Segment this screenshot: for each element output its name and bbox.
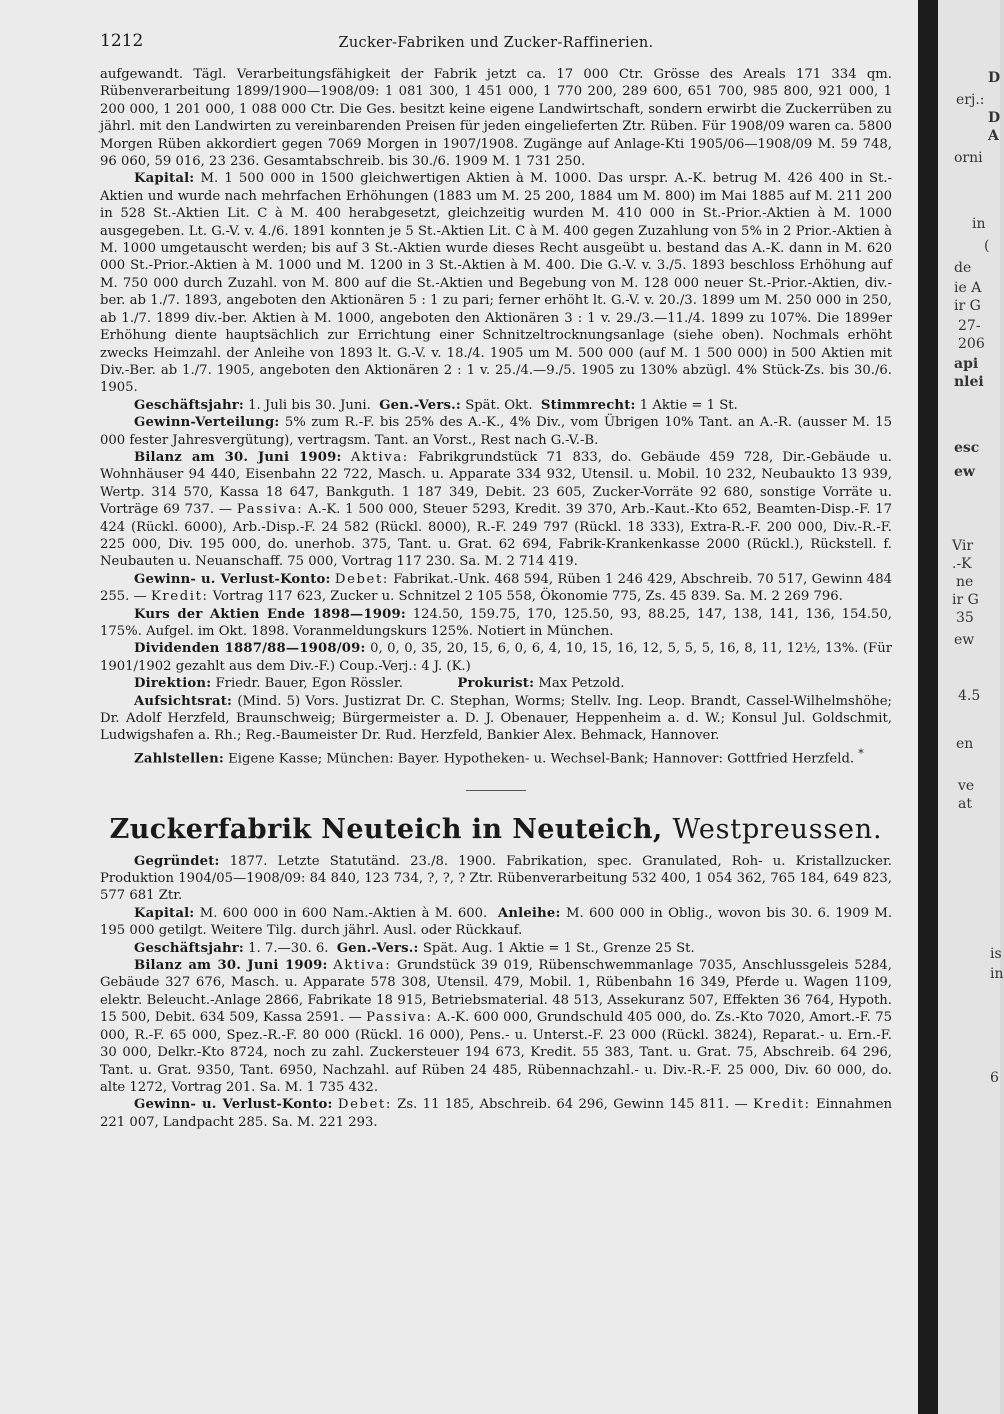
- entry1-guv: Gewinn- u. Verlust-Konto: Debet: Fabrikat.-Unk. 468 594, Rüben 1 246 429, Abschreib. 70 517, Gewinn 484 255. — Kredit: Vortrag 117 623, Zucker u. Schnitzel 2 105 558, Ökonomie 775, Zs. 45 839. Sa. M. 2 269 796.: [100, 571, 892, 605]
- label-aktiva: Aktiva:: [350, 449, 409, 465]
- edge-fragment: Vir: [952, 538, 974, 554]
- edge-fragment: ne: [956, 574, 974, 590]
- edge-fragment: 27-: [958, 318, 981, 334]
- label-gewinn-verteilung: Gewinn-Verteilung:: [134, 415, 280, 431]
- label-kredit: Kredit:: [150, 589, 209, 605]
- edge-fragment: en: [956, 736, 974, 752]
- label-passiva-2: Passiva:: [366, 1010, 433, 1026]
- entry1-gewinn-verteilung: Gewinn-Verteilung: 5% zum R.-F. bis 25% des A.-K., 4% Div., vom Übrigen 10% Tant. an A.-R. (ausser M. 15 000 fester Jahresvergütung), vertragsm. Tant. an Vorst., Rest nach G.-V.-B.: [100, 415, 892, 448]
- entry1-intro: aufgewandt. Tägl. Verarbeitungsfähigkeit der Fabrik jetzt ca. 17 000 Ctr. Grösse des Areals 171 334 qm. Rübenverarbeitung 1899/1900—1908/09: 1 081 300, 1 451 000, 1 770 200, 289 600, 651 700, 985 800, 921 000, 1 200 000, 1 201 000, 1 088 000 Ctr. Die Ges. besitzt keine eigene Landwirtschaft, sondern erwirbt die Zuckerrüben zu jährl. mit den Landwirten zu vereinbarenden Preisen für jeden eingelieferten Ztr. Rüben. Für 1908/09 waren ca. 5800 Morgen Rüben akkordiert gegen 7069 Morgen in 1907/1908. Zugänge auf Anlage-Kti 1905/06—1908/09 M. 59 748, 96 060, 59 016, 23 236. Gesamtabschreib. bis 30./6. 1909 M. 1 731 250.: [100, 67, 892, 170]
- company-title: Zuckerfabrik Neuteich in Neuteich, Westpreussen.: [109, 813, 883, 845]
- label-kredit-2: Kredit:: [753, 1097, 811, 1113]
- binding-gutter: [918, 0, 938, 1414]
- edge-fragment: 35: [956, 610, 974, 626]
- edge-fragment: ew: [954, 464, 975, 480]
- edge-fragment: in: [990, 966, 1004, 982]
- label-bilanz-2: Bilanz am 30. Juni 1909:: [134, 958, 328, 974]
- edge-fragment: de: [954, 260, 972, 276]
- label-stimmrecht: Stimmrecht:: [540, 397, 636, 413]
- edge-fragment: D: [988, 110, 1001, 126]
- edge-fragment: (: [984, 238, 990, 254]
- label-gegruendet: Gegründet:: [134, 853, 220, 869]
- label-guv-2: Gewinn- u. Verlust-Konto:: [134, 1097, 333, 1113]
- edge-fragment: ie A: [954, 280, 982, 296]
- label-dividenden: Dividenden 1887/88—1908/09:: [134, 641, 366, 657]
- label-anleihe: Anleihe:: [497, 905, 561, 921]
- footnote-star: *: [858, 746, 864, 760]
- edge-fragment: erj.:: [956, 92, 985, 108]
- entry1-zahlstellen: Zahlstellen: Eigene Kasse; München: Bayer. Hypotheken- u. Wechsel-Bank; Hannover: Gottfried Herzfeld. *: [134, 746, 864, 767]
- label-bilanz: Bilanz am 30. Juni 1909:: [134, 449, 342, 465]
- page-number: 1212: [100, 31, 144, 51]
- label-direktion: Direktion:: [134, 676, 212, 692]
- label-prokurist: Prokurist:: [457, 676, 535, 692]
- edge-fragment: 206: [958, 336, 985, 352]
- entry1-bilanz: Bilanz am 30. Juni 1909: Aktiva: Fabrikgrundstück 71 833, do. Gebäude 459 728, Dir.-Gebäude u. Wohnhäuser 94 440, Eisenbahn 22 722, Masch. u. Apparate 334 932, Utensil. u. Mobil. 10 232, Neubaukto 13 939, Wertp. 314 570, Kassa 18 647, Bankguth. 1 187 349, Debit. 23 605, Zucker-Vorräte 92 680, sonstige Vorräte u. Vorträge 69 737. — Passiva: A.-K. 1 500 000, Steuer 5293, Kredit. 39 370, Arb.-Kaut.-Kto 652, Beamten-Disp.-F. 17 424 (Rückl. 6000), Arb.-Disp.-F. 24 582 (Rückl. 8000), R.-F. 249 797 (Rückl. 18 333), Extra-R.-F. 200 000, Div.-R.-F. 225 000, Div. 195 000, do. unerhob. 375, Tant. u. Grat. 62 694, Fabrik-Krankenkasse 2000 (Rückl.), Rückstell. f. Neubauten u. Neuanschaff. 75 000, Vortrag 117 230. Sa. M. 2 714 419.: [100, 449, 892, 570]
- next-page-edge: [938, 0, 1004, 1414]
- edge-fragment: ew: [954, 632, 975, 648]
- entry1-dividenden: Dividenden 1887/88—1908/09: 0, 0, 0, 35, 20, 15, 6, 0, 6, 4, 10, 15, 16, 12, 5, 5, 5, 16, 8, 11, 12½, 13%. (Für 1901/1902 gezahlt aus dem Div.-F.) Coup.-Verj.: 4 J. (K.): [100, 641, 892, 674]
- page-content: [100, 0, 892, 1131]
- edge-fragment: esc: [954, 440, 980, 456]
- edge-fragment: D: [988, 70, 1001, 86]
- entry1-kapital: Kapital: M. 1 500 000 in 1500 gleichwertigen Aktien à M. 1000. Das urspr. A.-K. betrug M. 426 400 in St.-Aktien und wurde nach mehrfachen Erhöhungen (1883 um M. 25 200, 1884 um M. 800) im Mai 1885 auf M. 211 200 in 528 St.-Aktien Lit. C à M. 400 herabgesetzt, gleichzeitig wurden M. 410 000 in St.-Prior.-Aktien à M. 1000 ausgegeben. Lt. G.-V. v. 4./6. 1891 konnten je 5 St.-Aktien Lit. C à M. 400 gegen Zuzahlung von 5% in 2 Prior.-Aktien à M. 1000 umgetauscht werden; bis auf 3 St.-Aktien wurde dieses Recht ausgeübt u. bestand das A.-K. dann in M. 620 000 St.-Prior.-Aktien à M. 1000 und M. 1200 in 3 St.-Aktien à M. 400. Die G.-V. v. 3./5. 1893 beschloss Erhöhung auf M. 750 000 durch Zuzahl. von M. 800 auf die St.-Aktien und Begebung von M. 128 000 neuer St.-Prior.-Aktien, div.-ber. ab 1./7. 1893, angeboten den Aktionären 5 : 1 zu pari; ferner erhöht lt. G.-V. v. 20./3. 1899 um M. 250 000 in 250, ab 1./7. 1899 div.-ber. Aktien à M. 1000, angeboten den Aktionären 3 : 1 v. 29./3.—11./4. 1899 zu 107%. Die 1899er Erhöhung diente hauptsächlich zur Errichtung einer Schnitzeltrocknungsanlage (siehe oben). Nochmals erhöht zwecks Heimzahl. der Anleihe von 1893 lt. G.-V. v. 18./4. 1905 um M. 500 000 (auf M. 1 500 000) in 500 Aktien mit Div.-Ber. ab 1./7. 1905, angeboten den Aktionären 2 : 1 v. 25./4.—9./5. 1905 zu 130% abzügl. 4% Stück-Zs. bis 30./6. 1905.: [100, 171, 892, 396]
- edge-fragment: at: [958, 796, 972, 812]
- edge-fragment: api: [954, 356, 979, 372]
- running-title: Zucker-Fabriken und Zucker-Raffinerien.: [338, 35, 654, 51]
- edge-fragment: ir G: [952, 592, 979, 608]
- label-gen-vers: Gen.-Vers.:: [379, 397, 461, 413]
- label-debet: Debet:: [334, 571, 389, 587]
- label-kapital-2: Kapital:: [134, 905, 195, 921]
- label-aktiva-2: Aktiva:: [333, 958, 392, 974]
- entry2-guv: Gewinn- u. Verlust-Konto: Debet: Zs. 11 185, Abschreib. 64 296, Gewinn 145 811. — Kredit: Einnahmen 221 007, Landpacht 285. Sa. M. 221 293.: [100, 1097, 892, 1130]
- label-guv: Gewinn- u. Verlust-Konto:: [134, 571, 331, 587]
- edge-fragment: is: [990, 946, 1002, 962]
- label-aufsichtsrat: Aufsichtsrat:: [134, 693, 233, 709]
- edge-fragment: in: [972, 216, 986, 232]
- edge-fragment: 4.5: [958, 688, 981, 704]
- entry1-geschaeftsjahr: Geschäftsjahr: 1. Juli bis 30. Juni. Gen.-Vers.: Spät. Okt. Stimmrecht: 1 Aktie = 1 St.: [134, 397, 738, 413]
- entry2-geschaeftsjahr: Geschäftsjahr: 1. 7.—30. 6. Gen.-Vers.: Spät. Aug. 1 Aktie = 1 St., Grenze 25 St.: [134, 940, 695, 956]
- edge-fragment: orni: [954, 150, 983, 166]
- label-debet-2: Debet:: [337, 1097, 392, 1113]
- edge-fragment: .-K: [952, 556, 972, 572]
- entry1-kurs: Kurs der Aktien Ende 1898—1909: 124.50, 159.75, 170, 125.50, 93, 88.25, 147, 138, 141, 136, 154.50, 175%. Aufgel. im Okt. 1898. Voranmeldungskurs 125%. Notiert in München.: [100, 606, 892, 639]
- edge-fragment: ve: [958, 778, 975, 794]
- entry2-kapital: Kapital: M. 600 000 in 600 Nam.-Aktien à M. 600. Anleihe: M. 600 000 in Oblig., wovon bis 30. 6. 1909 M. 195 000 getilgt. Weitere Tilg. durch jährl. Ausl. oder Rückkauf.: [100, 905, 893, 939]
- section-divider: [466, 790, 526, 791]
- edge-fragment: ir G: [954, 298, 981, 314]
- label-geschaeftsjahr: Geschäftsjahr:: [134, 397, 244, 413]
- entry2-gegruendet: Gegründet: 1877. Letzte Statutänd. 23./8. 1900. Fabrikation, spec. Granulated, Roh- u. Kristallzucker. Produktion 1904/05—1908/09: 84 840, 123 734, ?, ?, ? Ztr. Rübenverarbeitung 532 400, 1 054 362, 765 184, 649 823, 577 681 Ztr.: [100, 853, 892, 904]
- label-kapital: Kapital:: [134, 171, 195, 187]
- label-geschaeftsjahr-2: Geschäftsjahr:: [134, 940, 244, 956]
- entry1-direktion: Direktion: Friedr. Bauer, Egon Rössler. Prokurist: Max Petzold.: [134, 676, 625, 692]
- entry2-bilanz: Bilanz am 30. Juni 1909: Aktiva: Grundstück 39 019, Rübenschwemmanlage 7035, Anschlussgeleis 5284, Gebäude 327 676, Masch. u. Apparate 578 308, Utensil. 479, Mobil. 1, Rübenbahn 16 349, Pferde u. Wagen 1109, elektr. Beleucht.-Anlage 2866, Fabrikate 18 915, Betriebsmaterial. 48 513, Assekuranz 507, Effekten 36 764, Hypoth. 15 500, Debit. 634 509, Kassa 2591. — Passiva: A.-K. 600 000, Grundschuld 405 000, do. Zs.-Kto 7020, Amort.-F. 75 000, R.-F. 65 000, Spez.-R.-F. 80 000 (Rückl. 16 000), Pens.- u. Unterst.-F. 23 000 (Rückl. 3824), Reparat.- u. Ern.-F. 30 000, Delkr.-Kto 8724, noch zu zahl. Zuckersteuer 194 673, Kredit. 55 383, Tant. u. Grat. 75, Abschreib. 64 296, Tant. u. Grat. 9350, Tant. 6950, Nachzahl. auf Rüben 24 485, Rübennachzahl.- u. Div.-R.-F. 25 000, Div. 60 000, do. alte 1272, Vortrag 201. Sa. M. 1 735 432.: [100, 958, 893, 1095]
- entry1-aufsichtsrat: Aufsichtsrat: (Mind. 5) Vors. Justizrat Dr. C. Stephan, Worms; Stellv. Ing. Leop. Brandt, Cassel-Wilhelmshöhe; Dr. Adolf Herzfeld, Braunschweig; Bürgermeister a. D. J. Obenauer, Heppenheim a. d. W.; Konsul Jul. Goldschmit, Ludwigshafen a. Rh.; Reg.-Baumeister Dr. Rud. Herzfeld, Bankier Alex. Behmack, Hannover.: [100, 693, 892, 744]
- label-kurs: Kurs der Aktien Ende 1898—1909:: [134, 606, 406, 622]
- edge-fragment: 6: [990, 1070, 999, 1086]
- label-passiva: Passiva:: [236, 502, 304, 518]
- label-zahlstellen: Zahlstellen:: [134, 751, 224, 767]
- page-header: [100, 0, 892, 60]
- edge-fragment: A: [988, 128, 999, 144]
- label-gen-vers-2: Gen.-Vers.:: [336, 940, 419, 956]
- edge-fragment: nlei: [954, 374, 984, 390]
